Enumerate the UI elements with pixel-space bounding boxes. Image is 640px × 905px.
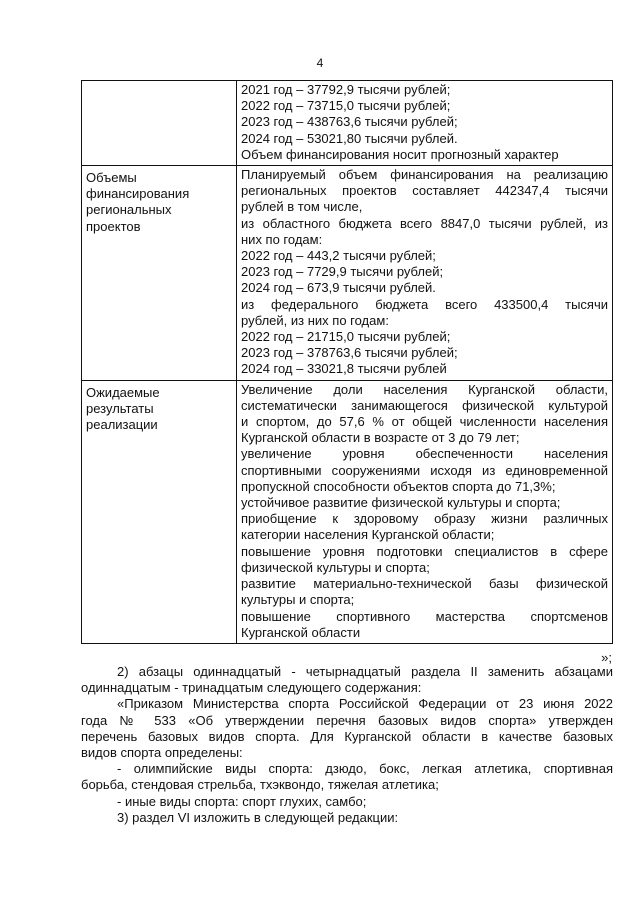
label-line: региональных [86, 202, 172, 218]
row-value-expected-results [237, 380, 613, 643]
text-line: 2022 год – 73715,0 тысячи рублей; [241, 98, 451, 114]
table-row [82, 81, 613, 166]
label-line: результаты [86, 400, 154, 416]
text-line: 2023 год – 378763,6 тысячи рублей; [241, 345, 458, 361]
label-line: проектов [86, 218, 141, 234]
row-value-regional-projects [237, 166, 613, 381]
paragraph-line: перечень базовых видов спорта. Для Курганской области в качестве базовых [81, 728, 613, 744]
text-line: 2024 год – 673,9 тысячи рублей. [241, 280, 436, 296]
row-label [82, 81, 237, 166]
row-value-financing-years [237, 81, 613, 166]
text-line: из федерального бюджета всего 433500,4 тысячи [241, 296, 608, 312]
text-line: повышение спортивного мастерства спортсменов [241, 608, 608, 624]
text-line: приобщение к здоровому образу жизни различных [241, 511, 608, 527]
paragraph-line: года № 533 «Об утверждении перечня базовых видов спорта» утвержден [81, 712, 613, 728]
paragraph-line: «Приказом Министерства спорта Российской Федерации от 23 июня 2022 [117, 696, 613, 712]
text-line: физической культуры и спорта; [241, 559, 430, 575]
text-line: них по годам: [241, 231, 323, 247]
paragraph-line: 2) абзацы одиннадцатый - четырнадцатый раздела II заменить абзацами [117, 664, 613, 679]
text-line: рублей, из них по годам: [241, 312, 389, 328]
text-line: 2021 год – 37792,9 тысячи рублей; [241, 82, 451, 97]
paragraph-line: - иные виды спорта: спорт глухих, самбо; [117, 793, 367, 809]
label-line: Объемы [86, 170, 137, 186]
paragraph-line: борьба, стендовая стрельба, тхэквондо, тяжелая атлетика; [81, 777, 439, 793]
text-line: устойчивое развитие физической культуры и спорта; [241, 495, 561, 511]
passport-table [81, 80, 613, 644]
text-line: 2024 год – 33021,8 тысячи рублей [241, 361, 447, 377]
text-line: 2024 год – 53021,80 тысячи рублей. [241, 130, 458, 146]
row-label-expected-results [82, 380, 237, 643]
text-line: увеличение уровня обеспеченности населения [241, 446, 608, 462]
text-line: из областного бюджета всего 8847,0 тысячи рублей, из [241, 215, 608, 231]
text-line: 2022 год – 443,2 тысячи рублей; [241, 248, 436, 264]
text-line: Курганской области [241, 624, 361, 640]
text-line: 2023 год – 438763,6 тысячи рублей; [241, 114, 458, 130]
label-line: Ожидаемые [86, 384, 160, 400]
page-number: 4 [316, 56, 324, 70]
text-line: категории населения Курганской области; [241, 527, 495, 543]
text-line: пропускной способности объектов спорта до 71,3%; [241, 478, 556, 494]
text-line: спортивными сооружениями исходя из единовременной [241, 462, 608, 478]
text-line: Планируемый объем финансирования на реализацию [241, 167, 608, 183]
closing-quote-mark: »; [601, 650, 612, 665]
text-line: Курганской области в возрасте от 3 до 79 лет; [241, 430, 520, 446]
amendment-paragraphs [81, 664, 613, 826]
text-line: региональных проектов составляет 442347,4 тысячи [241, 183, 608, 199]
text-line: 2022 год – 21715,0 тысячи рублей; [241, 329, 451, 345]
text-line: повышение уровня подготовки специалистов в сфере [241, 543, 608, 559]
label-line: финансирования [86, 186, 190, 202]
table-row [82, 380, 613, 643]
text-line: Объем финансирования носит прогнозный характер [241, 146, 559, 162]
row-label-regional-projects [82, 166, 237, 381]
text-line: развитие материально-технической базы физической [241, 576, 608, 592]
paragraph-line: - олимпийские виды спорта: дзюдо, бокс, легкая атлетика, спортивная [117, 761, 613, 777]
text-line: 2023 год – 7729,9 тысячи рублей; [241, 264, 444, 280]
text-line: рублей в том числе, [241, 199, 363, 215]
label-line: реализации [86, 417, 158, 433]
text-line: культуры и спорта; [241, 592, 355, 608]
table-row [82, 166, 613, 381]
paragraph-line: 3) раздел VI изложить в следующей редакции: [117, 809, 399, 825]
text-line: и спортом, до 57,6 % от общей численности населения [241, 414, 608, 430]
text-line: систематически занимающегося физической культурой [241, 397, 608, 413]
paragraph-line: видов спорта определены: [81, 745, 243, 761]
paragraph-line: одиннадцатым - тринадцатым следующего содержания: [81, 680, 422, 696]
text-line: Увеличение доли населения Курганской области, [241, 381, 608, 397]
